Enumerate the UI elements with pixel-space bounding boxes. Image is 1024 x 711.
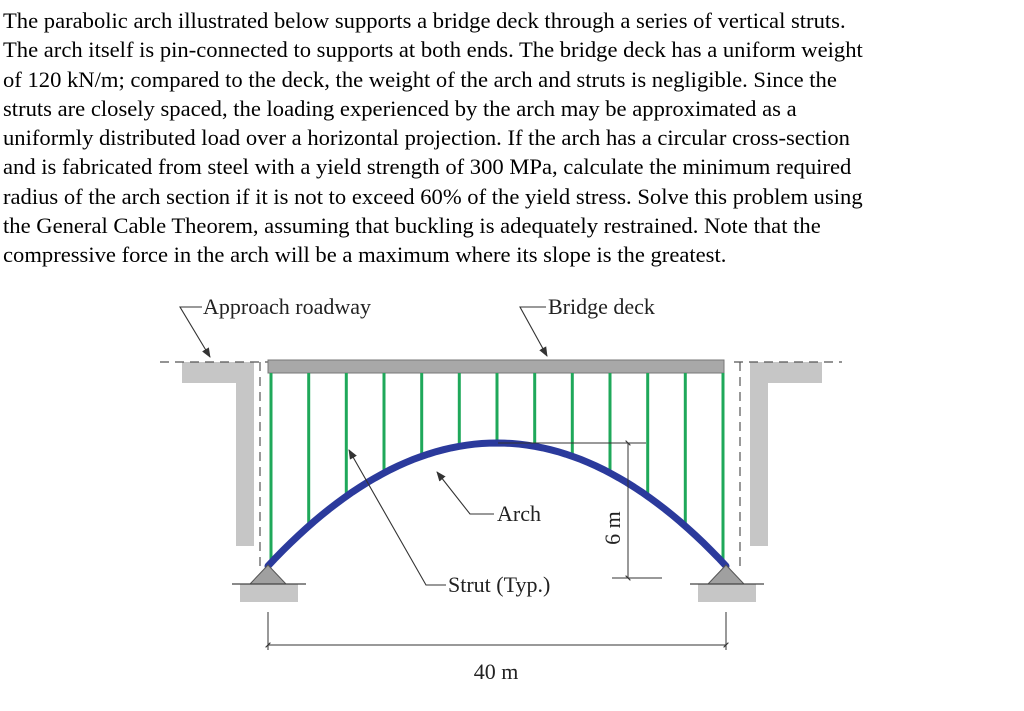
bridge-deck-leader — [520, 307, 547, 356]
arch-leader — [437, 472, 494, 514]
approach-roadway-label: Approach roadway — [203, 294, 371, 319]
right-abutment — [750, 362, 822, 546]
right-pin-support — [708, 565, 744, 584]
left-support-base — [240, 584, 298, 602]
bridge-deck-label: Bridge deck — [548, 294, 655, 319]
problem-line: radius of the arch section if it is not to exceed 60% of the yield stress. Solve this problem using — [3, 183, 863, 209]
arch-label: Arch — [497, 501, 541, 526]
right-support-base — [698, 584, 756, 602]
problem-line: of 120 kN/m; compared to the deck, the weight of the arch and struts is negligible. Since the — [3, 66, 837, 92]
problem-line: compressive force in the arch will be a maximum where its slope is the greatest. — [3, 242, 727, 268]
rise-label: 6 m — [600, 511, 625, 545]
left-abutment — [182, 362, 254, 546]
problem-line: uniformly distributed load over a horizontal projection. If the arch has a circular cross-section — [3, 125, 850, 151]
bridge-deck — [268, 360, 724, 373]
struts-group — [271, 373, 723, 561]
strut-label: Strut (Typ.) — [448, 572, 551, 597]
left-pin-support — [250, 565, 286, 584]
strut-leader — [349, 450, 446, 585]
problem-line: the General Cable Theorem, assuming that buckling is adequately restrained. Note that the — [3, 213, 821, 239]
span-label: 40 m — [473, 659, 519, 684]
problem-line: and is fabricated from steel with a yield strength of 300 MPa, calculate the minimum required — [3, 154, 852, 180]
problem-line: The parabolic arch illustrated below supports a bridge deck through a series of vertical struts. — [3, 8, 846, 33]
problem-line: struts are closely spaced, the loading experienced by the arch may be approximated as a — [3, 95, 797, 121]
problem-line: The arch itself is pin-connected to supports at both ends. The bridge deck has a uniform weight — [3, 37, 863, 63]
